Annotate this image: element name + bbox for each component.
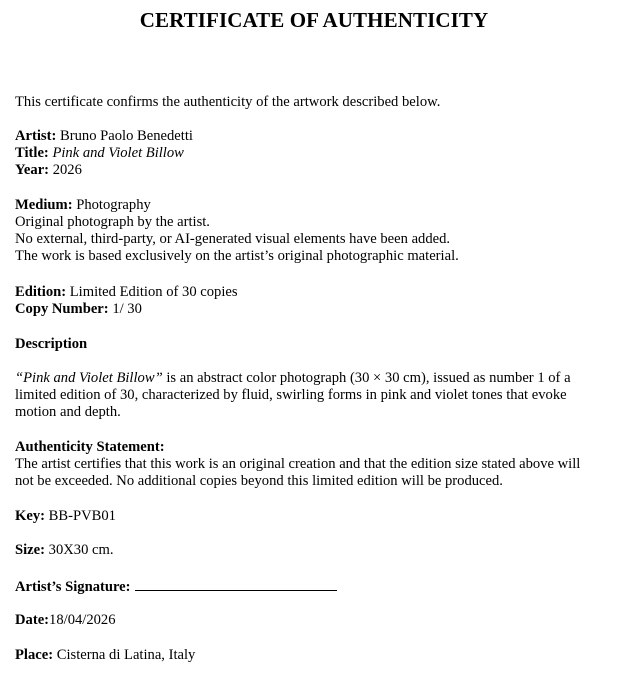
size-value: 30X30 cm. bbox=[48, 542, 114, 558]
artist-value: Bruno Paolo Benedetti bbox=[60, 128, 193, 144]
date-label: Date: bbox=[15, 612, 50, 628]
signature-line bbox=[135, 577, 337, 591]
date-row bbox=[15, 612, 615, 629]
medium-line: No external, third-party, or AI-generated visual elements have been added. bbox=[15, 231, 451, 247]
edition-value: Limited Edition of 30 copies bbox=[69, 284, 238, 300]
medium-line: Original photograph by the artist. bbox=[15, 214, 210, 230]
medium-value: Photography bbox=[76, 197, 151, 213]
certificate-title: CERTIFICATE OF AUTHENTICITY bbox=[139, 8, 489, 32]
place-label: Place: bbox=[15, 647, 54, 663]
size-row bbox=[15, 542, 615, 559]
description-line: “Pink and Violet Billow” is an abstract color photograph (30 × 30 cm), issued as number 1 of a bbox=[15, 370, 571, 386]
place-row bbox=[15, 647, 615, 664]
title-value: Pink and Violet Billow bbox=[52, 145, 184, 161]
description-line: limited edition of 30, characterized by fluid, swirling forms in pink and violet tones that evoke bbox=[15, 387, 567, 403]
copy-number-row bbox=[15, 301, 615, 318]
authenticity-line: not be exceeded. No additional copies beyond this limited edition will be produced. bbox=[15, 473, 503, 489]
description-line: motion and depth. bbox=[15, 404, 121, 420]
medium-row bbox=[15, 197, 615, 214]
artist-label: Artist: bbox=[15, 128, 57, 144]
description-heading: Description bbox=[15, 336, 88, 352]
authenticity-section bbox=[15, 439, 615, 490]
medium-label: Medium: bbox=[15, 197, 73, 213]
edition-section bbox=[15, 284, 615, 318]
year-value: 2026 bbox=[52, 162, 82, 178]
signature-label: Artist’s Signature: bbox=[15, 579, 131, 595]
edition-label: Edition: bbox=[15, 284, 67, 300]
key-row bbox=[15, 508, 615, 525]
title-label: Title: bbox=[15, 145, 49, 161]
title-row bbox=[15, 145, 615, 162]
description-heading-block bbox=[15, 336, 615, 353]
copy-number-value: 1/ 30 bbox=[112, 301, 142, 317]
edition-row bbox=[15, 284, 615, 301]
authenticity-line: The artist certifies that this work is an original creation and that the edition size stated above will bbox=[15, 456, 581, 472]
size-label: Size: bbox=[15, 542, 45, 558]
description-section bbox=[15, 370, 615, 421]
date-value: 18/04/2026 bbox=[49, 612, 116, 628]
intro-text: This certificate confirms the authenticity of the artwork described below. bbox=[15, 94, 441, 110]
description-quoted-title: “Pink and Violet Billow” bbox=[15, 370, 163, 386]
medium-line: The work is based exclusively on the artist’s original photographic material. bbox=[15, 248, 459, 264]
year-row bbox=[15, 162, 615, 179]
artist-row bbox=[15, 128, 615, 145]
copy-number-label: Copy Number: bbox=[15, 301, 109, 317]
authenticity-heading: Authenticity Statement: bbox=[15, 439, 165, 455]
signature-row bbox=[15, 577, 615, 596]
key-label: Key: bbox=[15, 508, 45, 524]
medium-section bbox=[15, 197, 615, 265]
place-value: Cisterna di Latina, Italy bbox=[56, 647, 196, 663]
artwork-details bbox=[15, 128, 615, 179]
key-value: BB-PVB01 bbox=[48, 508, 116, 524]
year-label: Year: bbox=[15, 162, 50, 178]
